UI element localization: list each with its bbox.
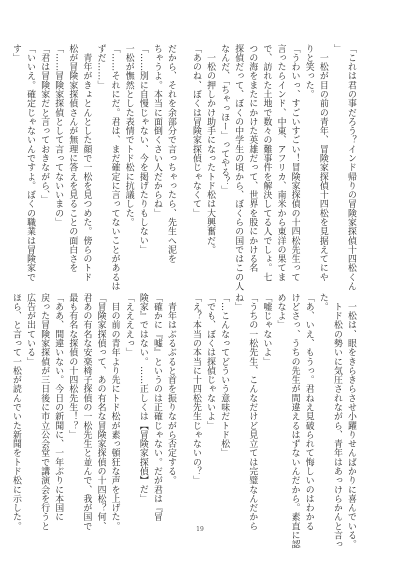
text-line: 「ええええっ」 bbox=[123, 293, 134, 357]
text-line: 一松が憮然とした表情でトド松に抗議した。 bbox=[123, 44, 134, 227]
text-line: ずだ……」 bbox=[95, 44, 106, 90]
text-line: 「ああ、間違いない。今日の新聞に、一年ぶりに本国に bbox=[53, 293, 64, 522]
text-line: 「……別に自慢じゃない、今を掲げたりもしない」 bbox=[137, 44, 148, 255]
text-line: 一松は、眼をきらきらさせ小躍りせんばかりに喜んでいる。 bbox=[346, 293, 356, 549]
text-column-upper-left bbox=[10, 44, 178, 291]
text-line: 「…こんなってどういう意味だトド松」 bbox=[219, 293, 230, 458]
text-line: 「冒険家探偵って、あの有名な冒険家探偵の十四松？何、 bbox=[95, 293, 106, 531]
text-line: 一松が目の前の青年、冒険家探偵十四松を見据えてにや bbox=[317, 44, 328, 282]
text-line: りと笑った。 bbox=[303, 44, 314, 99]
text-line: 「え？本当の本当に十四松先生じゃないの？」 bbox=[190, 293, 201, 485]
text-line: 険家』ではない。……正しくは【冒険家探偵】だ」 bbox=[137, 293, 148, 504]
text-line: で、訪れた土地で数々の難事件を解決してる人でしょ。七 bbox=[261, 44, 272, 282]
text-line: めなよ」 bbox=[275, 293, 286, 330]
text-line: 「うわいっ、すごいすごい！冒険家探偵の十四松先生って bbox=[289, 44, 300, 282]
text-line: 君あの有名な安楽椅子探偵の一松先生と並んで、我が国で bbox=[81, 293, 92, 531]
text-line: 最も有名な探偵の十四松先生！？」 bbox=[67, 293, 78, 440]
text-line: 「……それにだ。君は、まだ確定に言ってないことがあるは bbox=[109, 44, 120, 291]
text-line: ね」 bbox=[233, 293, 244, 312]
page-number: 19 bbox=[196, 526, 204, 533]
text-line: 「嘘じゃないよ」 bbox=[261, 293, 272, 367]
text-line: つの海をまたにかけた英雄だって、世界を股にかける名 bbox=[247, 44, 258, 273]
text-line: トド松の勢いに気圧されながら、青年はあっけらかんと言っ bbox=[331, 293, 342, 549]
text-line: ちゃうよ。本当に面倒くさい人だからね」 bbox=[151, 44, 162, 218]
text-line: 青年がきょとんとした顔で一松を見つめた。傍らのトド bbox=[81, 44, 92, 282]
text-line: 「あのね、ぼくは冒険家探偵じゃなくて」 bbox=[190, 44, 201, 218]
text-line: 一松の押しかけ助手になったトド松は大興奮だ。 bbox=[205, 44, 216, 255]
text-line: す」 bbox=[10, 44, 21, 63]
text-line: 「でも、ぼくは探偵じゃないよ」 bbox=[205, 293, 216, 431]
text-line: 「いいえ。確定じゃないんですよ。ぼくの職業は冒険家で bbox=[25, 44, 36, 282]
text-line: 目の前の青年より先にトド松が素っ頓狂な声を上げた。 bbox=[109, 293, 120, 531]
text-line: ほら、と言って一松が読んでいた新聞をトド松に示した。 bbox=[10, 293, 21, 531]
text-line: た。 bbox=[317, 293, 328, 312]
text-line: 「確かに『嘘』というのは正確じゃない。だが君は『冒 bbox=[151, 293, 162, 522]
text-line: 「君は冒険家だと言っておきながら、」 bbox=[39, 44, 50, 205]
text-line: 「うちの一松先生、こんなだけど見立ては完璧なんだから bbox=[247, 293, 258, 531]
text-line: 」 bbox=[331, 44, 342, 54]
text-line: 青年はぶるぶると首を振りながら否定する。 bbox=[166, 293, 176, 485]
text-line: なんだ、「ちゃっほー」ってやる？」 bbox=[219, 44, 230, 195]
text-line: 「これは君の事だろう？インド帰りの冒険家探偵十四松くん bbox=[346, 44, 356, 291]
text-line: 「……冒険家探偵として言ってないいまの」 bbox=[53, 44, 64, 227]
text-line: 戻った冒険家探偵が三日後に市立公会堂で講演会を行うと bbox=[39, 293, 50, 531]
text-line: けどさっ、うちの先生が間違えるはずないんだから。素直に認 bbox=[289, 293, 300, 549]
text-line: だから、それを余部分で言っちゃったら、先生へ泥を bbox=[166, 44, 176, 264]
text-line: 広告が出ている」 bbox=[25, 293, 36, 367]
text-column-upper-right bbox=[190, 44, 358, 291]
text-line: 言ったらインド、中東、アフリカ、南米から東洋の果てま bbox=[275, 44, 286, 282]
text-column-lower-left bbox=[10, 293, 178, 531]
text-line: 探偵だって、ぼくの中学生の頃から、ぼくらの国ではこの人 bbox=[233, 44, 244, 291]
text-line: 松が冒険家探偵さんが無理に答えを見ることの面白さを bbox=[67, 44, 78, 273]
text-line: 「あ、いえ、もうっ。君ねえ見破られて悔しいのはわかる bbox=[303, 293, 314, 531]
